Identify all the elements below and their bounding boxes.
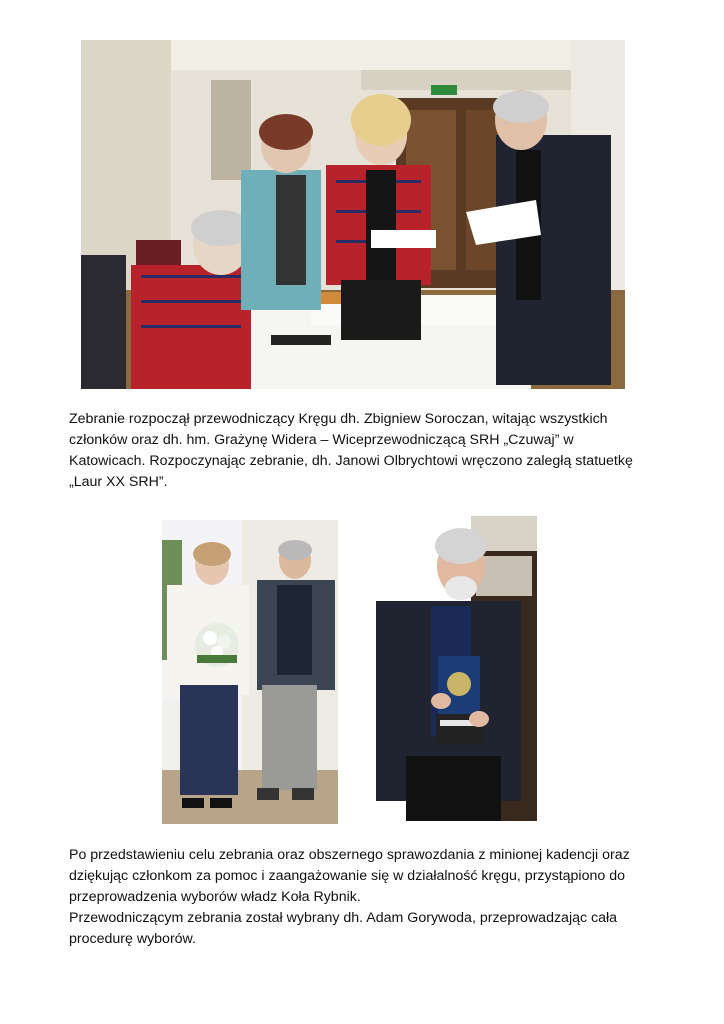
award-photo-image [366, 516, 537, 821]
meeting-photo-image [81, 40, 625, 389]
outro-paragraph: Po przedstawieniu celu zebrania oraz obszernego sprawozdania z minionej kadencji oraz dziękując członkom za pomoc i zaangażowanie się w działalność kręgu, przystąpiono do przeprowadzenia wyborów władz Koła Rybnik. Przewodniczącym zebrania został wybrany dh. Adam Gorywoda, przeprowadzając cała procedurę wyborów. [69, 847, 630, 947]
flowers-photo [162, 520, 338, 824]
intro-paragraph: Zebranie rozpoczął przewodniczący Kręgu dh. Zbigniew Soroczan, witając wszystkich członków oraz dh. hm. Grażynę Widera – Wiceprzewodniczącą SRH „Czuwaj” w Katowicach. Rozpoczynając zebranie, dh. Janowi Olbrychtowi wręczono zaległą statuetkę „Laur XX SRH”. [69, 411, 633, 490]
award-photo [366, 516, 537, 821]
meeting-photo [81, 40, 625, 389]
flowers-photo-image [162, 520, 338, 824]
